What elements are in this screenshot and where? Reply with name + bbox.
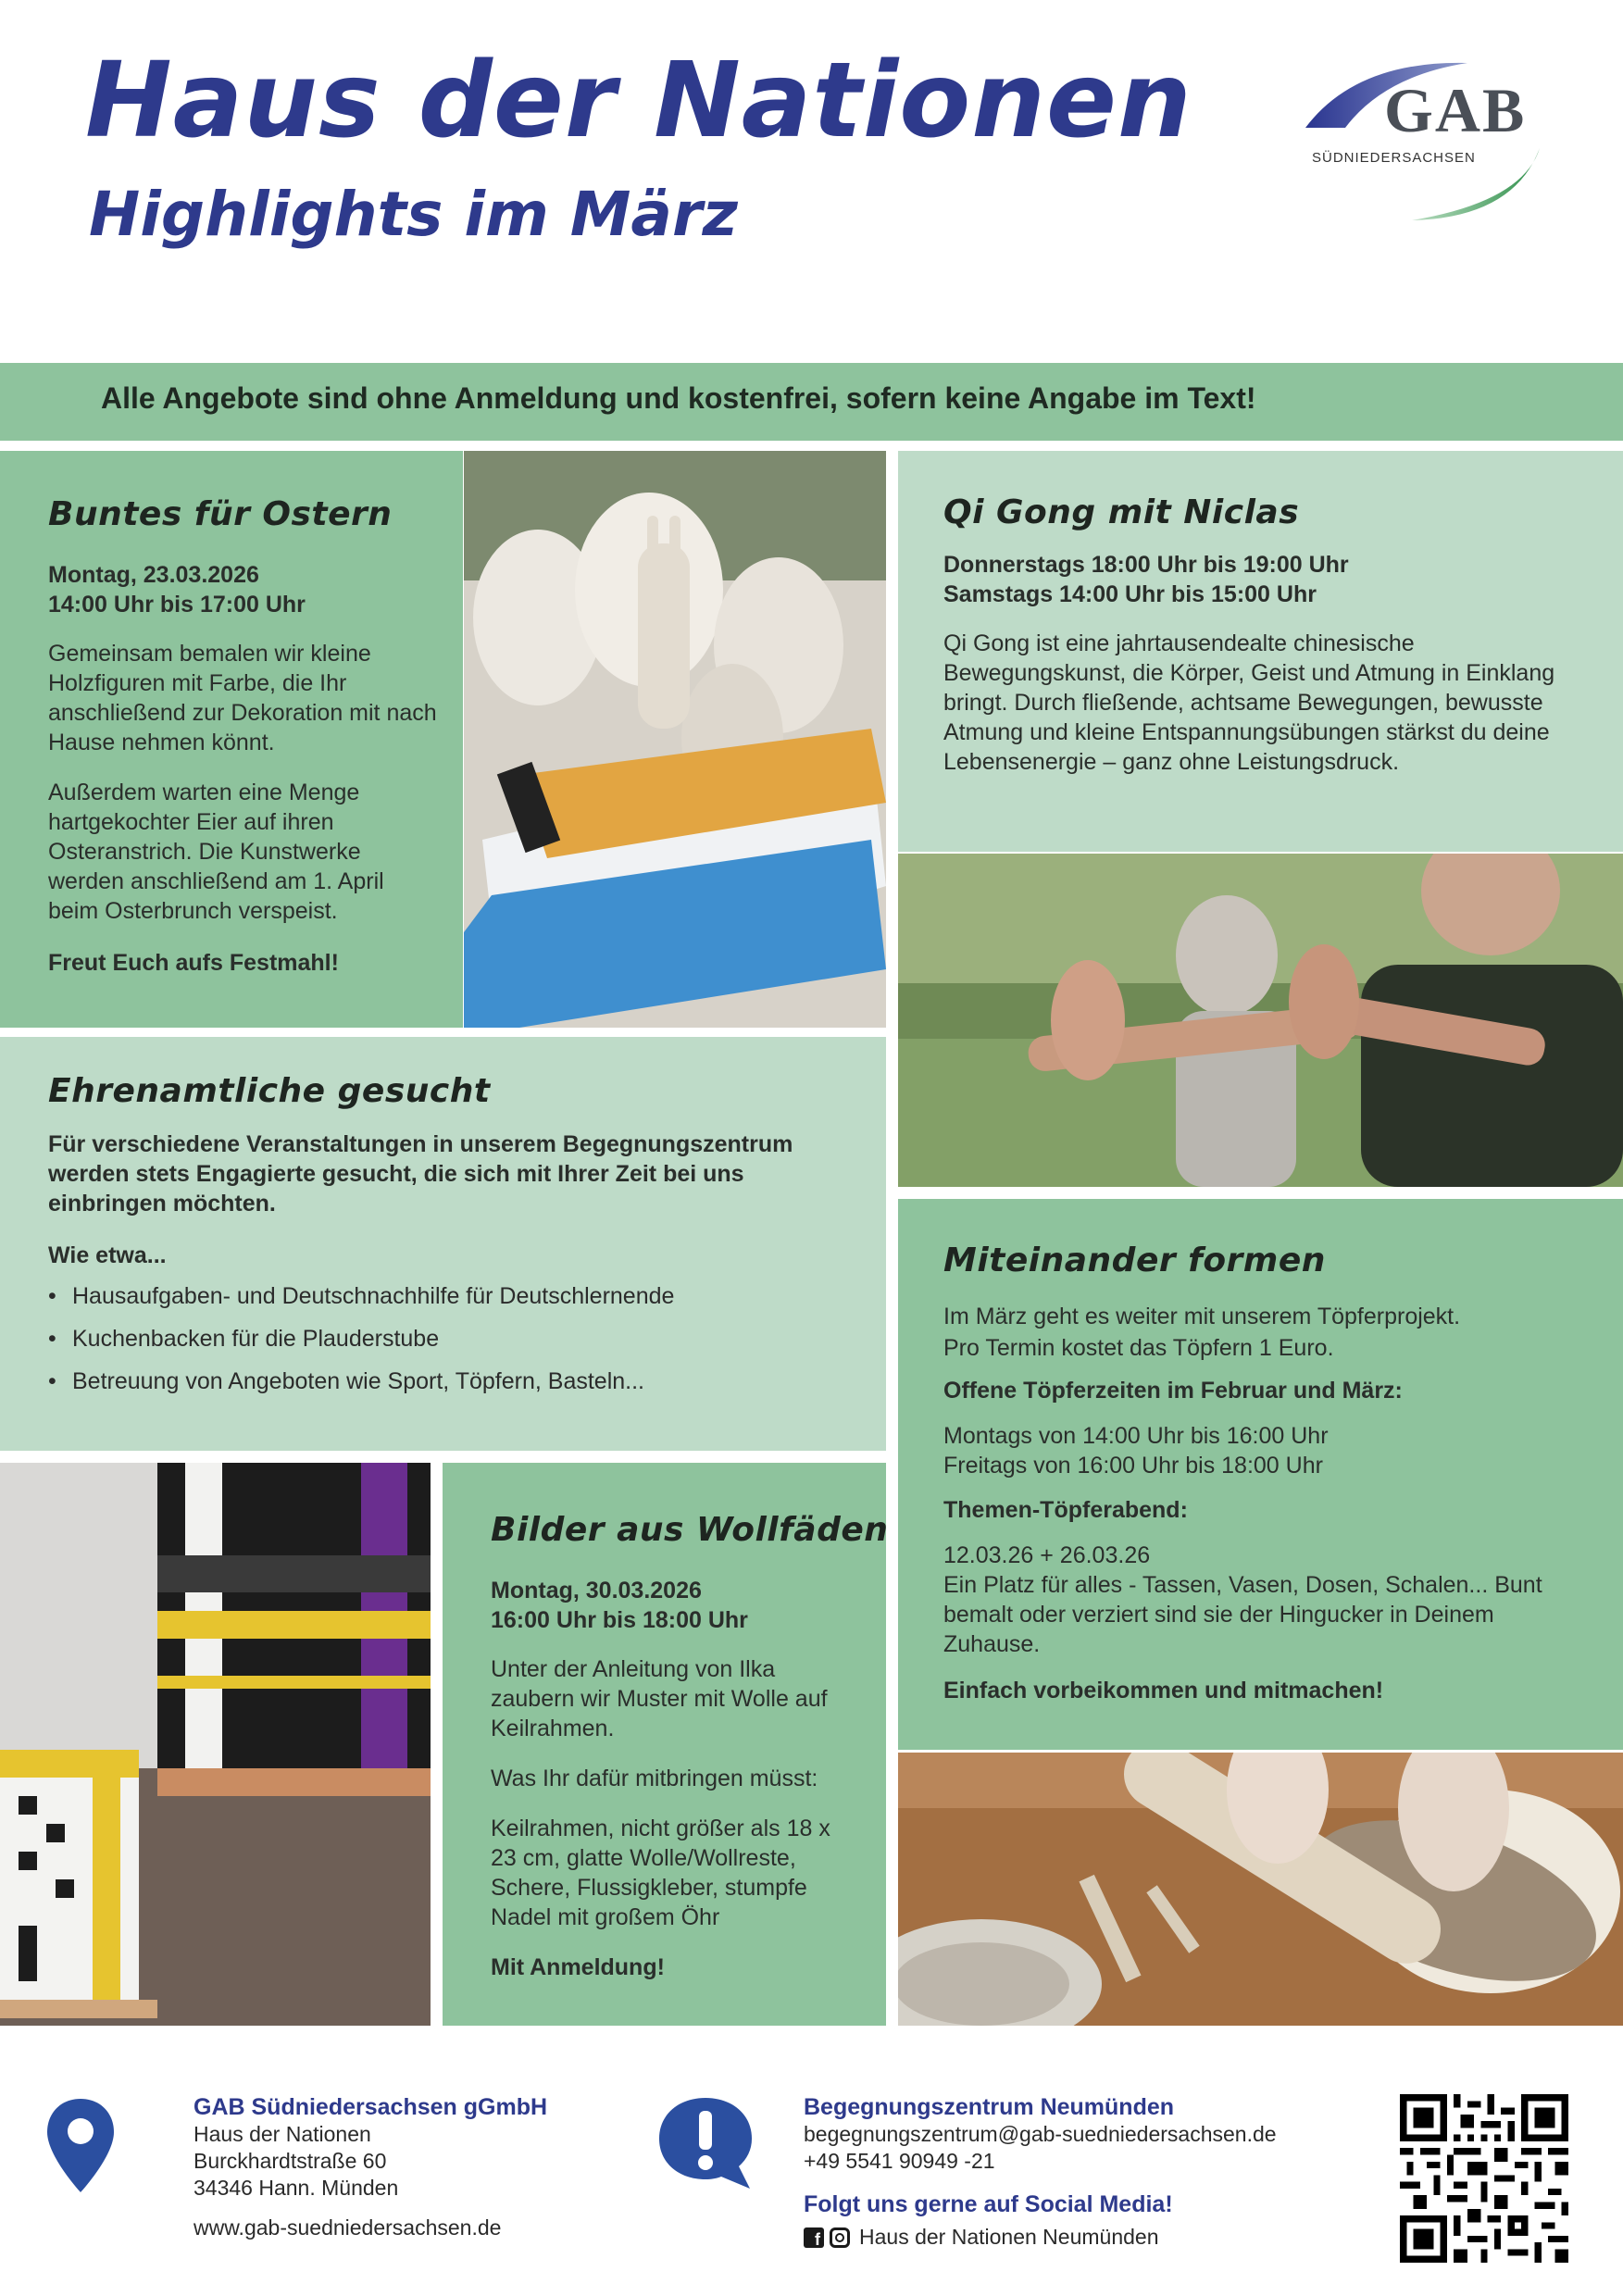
formen-text-2: Pro Termin kostet das Töpfern 1 Euro. bbox=[943, 1335, 1334, 1361]
qigong-heading: Qi Gong mit Niclas bbox=[943, 493, 1300, 531]
list-item: • Hausaufgaben- und Deutschnachhilfe für Deutschlernende bbox=[46, 1281, 861, 1311]
panel-ostern bbox=[0, 451, 463, 1028]
location-pin-icon bbox=[44, 2097, 118, 2194]
logo-name: GAB bbox=[1384, 75, 1527, 145]
panel-ehrenamt bbox=[0, 1037, 886, 1451]
banner-text: Alle Angebote sind ohne Anmeldung und kostenfrei, sofern keine Angabe im Text! bbox=[101, 381, 1256, 415]
ostern-date: Montag, 23.03.2026 bbox=[48, 562, 259, 588]
list-item: • Betreuung von Angeboten wie Sport, Töpfern, Basteln... bbox=[46, 1366, 861, 1396]
ostern-heading: Buntes für Ostern bbox=[48, 495, 393, 533]
formen-closing: Einfach vorbeikommen und mitmachen! bbox=[943, 1678, 1384, 1703]
panel-wolle bbox=[443, 1463, 889, 2026]
ehrenamt-heading: Ehrenamtliche gesucht bbox=[48, 1072, 491, 1110]
footer-addr-1: Haus der Nationen bbox=[194, 2122, 371, 2146]
footer-website[interactable]: www.gab-suedniedersachsen.de bbox=[194, 2215, 502, 2240]
footer-social-row bbox=[804, 2224, 1277, 2251]
formen-desc: Ein Platz für alles - Tassen, Vasen, Dosen, Schalen... Bunt bemalt oder verziert sind sie der Hingucker in Deinem Zuhause. bbox=[943, 1572, 1542, 1657]
footer-addr-2: Burckhardtstraße 60 bbox=[194, 2149, 387, 2173]
footer-social-heading: Folgt uns gerne auf Social Media! bbox=[804, 2191, 1173, 2217]
wolle-date: Montag, 30.03.2026 bbox=[491, 1578, 702, 1603]
footer-social-handle[interactable]: Haus der Nationen Neumünden bbox=[859, 2225, 1159, 2249]
ostern-text-2: Außerdem warten eine Menge hartgekochter Eier auf ihren Osteranstrich. Die Kunstwerke werden anschließend am 1. April beim Osterbrunch verspeist. bbox=[48, 780, 384, 924]
wolle-text-2: Was Ihr dafür mitbringen müsst: bbox=[491, 1766, 818, 1791]
instagram-icon[interactable] bbox=[830, 2227, 850, 2248]
qigong-time-1: Donnerstags 18:00 Uhr bis 19:00 Uhr bbox=[943, 552, 1349, 578]
photo-easter-eggs bbox=[464, 451, 886, 1028]
formen-dates: 12.03.26 + 26.03.26 bbox=[943, 1542, 1151, 1568]
panel-formen bbox=[898, 1199, 1623, 1750]
info-bubble-icon bbox=[654, 2094, 757, 2191]
ostern-text-1: Gemeinsam bemalen wir kleine Holzfiguren mit Farbe, die Ihr anschließend zur Dekoration mit nach Hause nehmen könnt. bbox=[48, 641, 437, 755]
formen-time-2: Freitags von 16:00 Uhr bis 18:00 Uhr bbox=[943, 1453, 1323, 1479]
photo-pottery bbox=[898, 1753, 1623, 2026]
ehrenamt-list bbox=[46, 1281, 861, 1409]
footer-contact bbox=[804, 2094, 1277, 2251]
page-title: Haus der Nationen bbox=[85, 41, 1192, 161]
footer-addr-3: 34346 Hann. Münden bbox=[194, 2176, 399, 2200]
wolle-text-1: Unter der Anleitung von Ilka zaubern wir Muster mit Wolle auf Keilrahmen. bbox=[491, 1656, 828, 1741]
footer-address bbox=[194, 2094, 547, 2241]
facebook-icon[interactable]: f bbox=[804, 2227, 824, 2248]
footer-center: Begegnungszentrum Neumünden bbox=[804, 2094, 1175, 2120]
ostern-time: 14:00 Uhr bis 17:00 Uhr bbox=[48, 592, 306, 618]
list-item: • Kuchenbacken für die Plauderstube bbox=[46, 1324, 861, 1354]
ehrenamt-intro: Für verschiedene Veranstaltungen in unserem Begegnungszentrum werden stets Engagierte gesucht, die sich mit Ihrer Zeit bei uns einbringen möchten. bbox=[48, 1131, 793, 1217]
page-subtitle: Highlights im März bbox=[89, 179, 738, 250]
formen-heading: Miteinander formen bbox=[943, 1242, 1326, 1279]
ehrenamt-lead: Wie etwa... bbox=[48, 1242, 167, 1268]
logo-region: SÜDNIEDERSACHSEN bbox=[1312, 150, 1476, 166]
formen-themen-heading: Themen-Töpferabend: bbox=[943, 1497, 1188, 1523]
info-banner bbox=[0, 363, 1623, 441]
ostern-closing: Freut Euch aufs Festmahl! bbox=[48, 950, 339, 976]
panel-qigong bbox=[898, 451, 1623, 852]
qr-code-icon[interactable] bbox=[1400, 2094, 1568, 2263]
qigong-text: Qi Gong ist eine jahrtausendealte chinesische Bewegungskunst, die Körper, Geist und Atmung in Einklang bringt. Durch fließende, achtsame Bewegungen, bewusste Atmung und kleine Entspannungsübungen stärkst du deine Lebensenergie – ganz ohne Leistungsdruck. bbox=[943, 630, 1555, 775]
wolle-heading: Bilder aus Wollfäden bbox=[491, 1511, 889, 1549]
wolle-text-3: Keilrahmen, nicht größer als 18 x 23 cm, glatte Wolle/Wollreste, Schere, Flussigkleber, stumpfe Nadel mit großem Öhr bbox=[491, 1816, 830, 1930]
formen-open-heading: Offene Töpferzeiten im Februar und März: bbox=[943, 1378, 1403, 1404]
footer-phone[interactable]: +49 5541 90949 -21 bbox=[804, 2149, 995, 2173]
photo-wool-pictures bbox=[0, 1463, 431, 2026]
qigong-time-2: Samstags 14:00 Uhr bis 15:00 Uhr bbox=[943, 581, 1317, 607]
footer-org: GAB Südniedersachsen gGmbH bbox=[194, 2094, 548, 2120]
wolle-time: 16:00 Uhr bis 18:00 Uhr bbox=[491, 1607, 748, 1633]
formen-text-1: Im März geht es weiter mit unserem Töpferprojekt. bbox=[943, 1304, 1461, 1329]
wolle-closing: Mit Anmeldung! bbox=[491, 1954, 665, 1980]
formen-time-1: Montags von 14:00 Uhr bis 16:00 Uhr bbox=[943, 1423, 1329, 1449]
footer-email[interactable]: begegnungszentrum@gab-suedniedersachsen.de bbox=[804, 2122, 1277, 2146]
photo-qigong bbox=[898, 854, 1623, 1187]
gab-logo bbox=[1301, 56, 1546, 227]
